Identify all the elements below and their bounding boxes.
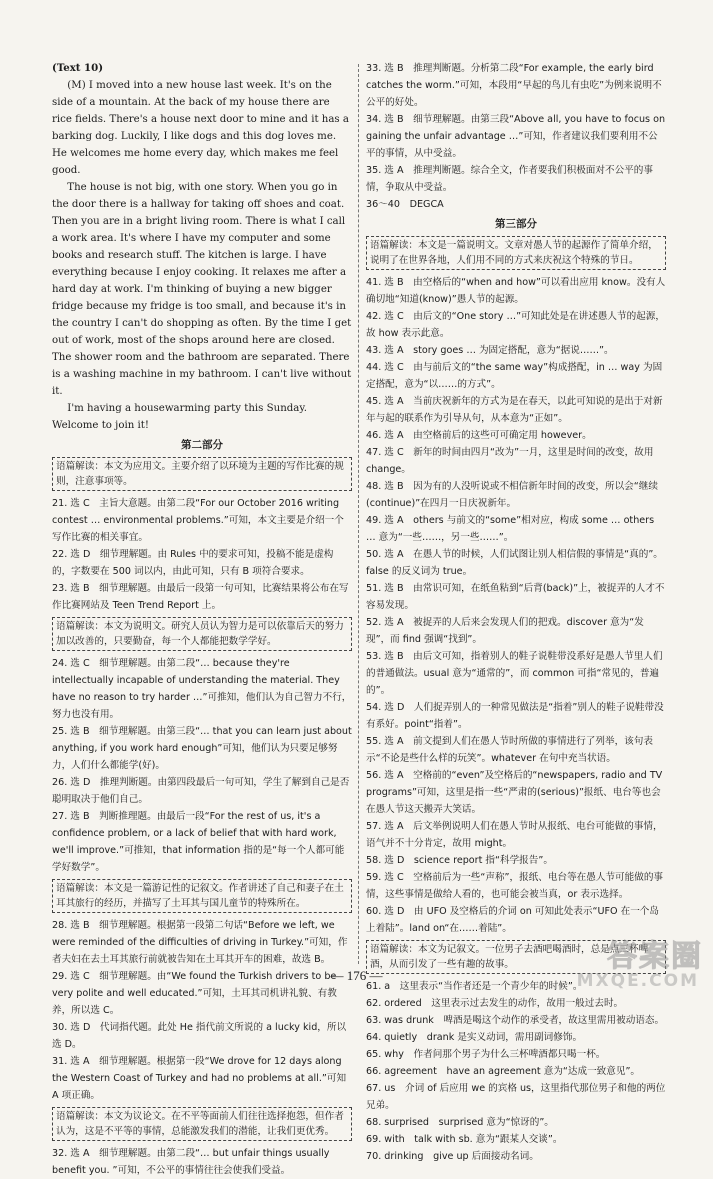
right-column (366, 60, 666, 1165)
answer-item: 35. 选 A 推理判断题。综合全文，作者要我们积极面对不公平的事情，争取从中受益。 (366, 165, 653, 193)
answer-item: 33. 选 B 推理判断题。分析第二段“For example, the early bird catches the worm.”可知，本段用“早起的鸟儿有虫吃”为例来说明不公平的好处。 (366, 63, 662, 108)
answer-item: 22. 选 D 细节理解题。由 Rules 中的要求可知，投稿不能是虚构的，字数要在 500 词以内，由此可知，只有 B 项符合要求。 (52, 549, 334, 577)
answer-item: 63. was drunk 啤酒是喝这个动作的承受者，故这里需用被动语态。 (366, 1015, 665, 1026)
text-title: (Text 10) (52, 62, 104, 74)
answer-item: 34. 选 B 细节理解题。由第三段“Above all, you have to focus on gaining the unfair advantage …”可知，作者建议我们要利用不公平的事情，从中受益。 (366, 114, 666, 159)
answer-item: 51. 选 B 由常识可知，在纸鱼粘到“后背(back)”上，被捉弄的人才不容易发现。 (366, 583, 665, 611)
answer-item: 56. 选 A 空格前的“even”及空格后的“newspapers, radio and TV programs”可知，这里是指一些“严肃的(serious)”报纸、电台等也会在愚人节这天搬弄大笑话。 (366, 770, 663, 815)
section-title-part-2: 第二部分 (181, 439, 223, 451)
answer-item: 28. 选 B 细节理解题。根据第一段第二句话“Before we left, we were reminded of the difficulties of driving in Turkey.”可知，作者夫妇在去土耳其旅行前就被告知在土耳其开车的困难，故选 B。 (52, 920, 348, 965)
answer-item: 48. 选 B 因为有的人没听说或不相信新年时间的改变，所以会“继续(continue)”在四月一日庆祝新年。 (366, 481, 658, 509)
answer-item: 66. agreement have an agreement 意为“达成一致意见”。 (366, 1066, 641, 1077)
answer-item: 50. 选 A 在愚人节的时候，人们试图让别人相信假的事情是“真的”。false 的反义词为 true。 (366, 549, 663, 577)
answer-item: 55. 选 A 前文提到人们在愚人节时所做的事情进行了列举，该句表示“不论是些什么样的玩笑”。whatever 在句中充当状语。 (366, 736, 653, 764)
answer-item: 49. 选 A others 与前文的“some”相对应，构成 some … others … 意为“一些……，另一些……”。 (366, 515, 655, 543)
watermark-logo-text: 答案圈 (607, 939, 703, 974)
answer-item: 62. ordered 这里表示过去发生的动作，故用一般过去时。 (366, 998, 624, 1009)
answer-item: 36～40 DEGCA (366, 199, 444, 210)
answer-item: 54. 选 D 人们捉弄别人的一种常见做法是“指着”别人的鞋子说鞋带没有系好。point“指着”。 (366, 702, 664, 730)
answer-item: 30. 选 D 代词指代题。此处 He 指代前文所说的 a lucky kid，所以选 D。 (52, 1022, 347, 1050)
answer-item: 67. us 介词 of 后应用 we 的宾格 us，这里指代那位男子和他的两位兄弟。 (366, 1083, 666, 1111)
left-column (52, 60, 352, 1179)
passage-paragraph-3: I'm having a housewarming party this Sunday. Welcome to join it! (52, 403, 307, 431)
answer-item: 47. 选 C 新年的时间由四月“改为”一月，这里是时间的改变，故用 change。 (366, 447, 654, 475)
answer-item: 58. 选 D science report 指“科学报告”。 (366, 855, 553, 866)
answer-item: 57. 选 A 后文举例说明人们在愚人节时从报纸、电台可能做的事情，语气并不十分肯定，故用 might。 (366, 821, 663, 849)
answer-item: 44. 选 C 由与前后文的“the same way”构成搭配，in … way 为固定搭配，意为“以……的方式”。 (366, 362, 663, 390)
answer-item: 23. 选 B 细节理解题。由最后一段第一句可知，比赛结果将公布在写作比赛网站及 Teen Trend Report 上。 (52, 583, 349, 611)
discourse-analysis-box: 语篇解读：本文是一篇说明文。文章对愚人节的起源作了简单介绍，说明了在世界各地，人们用不同的方式来庆祝这个特殊的节日。 (366, 236, 666, 270)
answer-item: 43. 选 A story goes … 为固定搭配，意为“据说……”。 (366, 345, 614, 356)
answer-item: 29. 选 C 细节理解题。由“We found the Turkish drivers to be very polite and well educated.”可知，土耳其司机讲礼貌、有教养，所以选 C。 (52, 971, 337, 1016)
answer-item: 45. 选 A 当前庆祝新年的方式为是在春天，以此可知说的是出于对新年与起的联系作为引导从句，从本意为“正如”。 (366, 396, 663, 424)
page-number: — 176 — (330, 968, 383, 983)
answer-item: 26. 选 D 推理判断题。由第四段最后一句可知，学生了解到自己是否聪明取决于他们自己。 (52, 777, 350, 805)
answer-item: 32. 选 A 细节理解题。由第二段“… but unfair things usually benefit you. ”可知，不公平的事情往往会使我们受益。 (52, 1148, 330, 1176)
passage-paragraph-2: The house is not big, with one story. When you go in the door there is a hallway for taking off shoes and coat. Then you are in a bright living room. There is what I call a work area. It's where I have my computer and some books and research stuff. The kitchen is large. I have everything because I enjoy cooking. It relaxes me after a hard day at work. I'm thinking of buying a new bigger fridge because my fridge is too small, and because it's in the country I can't do shopping as often. By the time I get out of work, most of the shops around here are closed. The shower room and the bathroom are separated. There is a washing machine in my bathroom. I can't live without it. (52, 182, 352, 397)
answer-item: 69. with talk with sb. 意为“跟某人交谈”。 (366, 1134, 563, 1145)
discourse-analysis-box: 语篇解读：本文为记叙文。一位男子去酒吧喝酒时，总是点三杯啤酒，从而引发了一些有趣的故事。 (366, 940, 666, 974)
section-title-part-3: 第三部分 (495, 218, 537, 230)
discourse-analysis-box: 语篇解读：本文为议论文。在不平等面前人们往往选择抱怨，但作者认为，这是不平等的事情，总能激发我们的潜能，让我们更优秀。 (52, 1107, 352, 1141)
column-divider (358, 64, 359, 964)
discourse-analysis-box: 语篇解读：本文为说明文。研究人员认为智力是可以依靠后天的努力加以改善的，只要勤奋，每一个人都能把数学学好。 (52, 617, 352, 651)
answer-item: 41. 选 B 由空格后的“when and how”可以看出应用 know。没有人确切地“知道(know)”愚人节的起源。 (366, 277, 666, 305)
answer-item: 25. 选 B 细节理解题。由第三段“… that you can learn just about anything, if you work hard enough”可知，他们认为只要足够努力，人们什么都能学(好)。 (52, 726, 352, 771)
answer-item: 59. 选 C 空格前后为一些“声称”，报纸、电台等在愚人节可能做的事情，这些事情是做给人看的，也可能会被当真，or 表示选择。 (366, 872, 664, 900)
answer-item: 31. 选 A 细节理解题。根据第一段“We drove for 12 days along the Western Coast of Turkey and had no problems at all.”可知 A 项正确。 (52, 1056, 347, 1101)
answer-item: 27. 选 B 判断推理题。由最后一段“For the rest of us, it's a confidence problem, or a lack of belief that with hard work, we'll improve.”可推知，that information 指的是“每一个人都可能学好数学”。 (52, 811, 345, 873)
site-watermark (571, 931, 703, 993)
passage-paragraph-1: (M) I moved into a new house last week. It's on the side of a mountain. At the back of my house there are rice fields. There's a house next door to mine and it has a barking dog. Luckily, I like dogs and this dog loves me. He welcomes me home every day, which makes me feel good. (52, 80, 349, 176)
watermark-url-text: MXQE.COM (576, 971, 699, 991)
discourse-analysis-box: 语篇解读：本文为应用文。主要介绍了以环境为主题的写作比赛的规则，注意事项等。 (52, 457, 352, 491)
answer-item: 61. a 这里表示“当作者还是一个青少年的时候”。 (366, 981, 583, 992)
answer-item: 24. 选 C 细节理解题。由第二段“… because they're intellectually incapable of understanding the material. They have no reason to try harder …”可推知，他们认为自己智力不行，努力也没有用。 (52, 658, 352, 720)
answer-item: 53. 选 B 由后文可知，指着别人的鞋子说鞋带没系好是愚人节里人们的普通做法。usual 意为“通常的”，而 common 可指“常见的，普遍的”。 (366, 651, 663, 696)
answer-item: 42. 选 C 由后文的“One story …”可知此处是在讲述愚人节的起源，故 how 表示此意。 (366, 311, 665, 339)
answer-item: 65. why 作者问那个男子为什么三杯啤酒都只喝一杯。 (366, 1049, 606, 1060)
answer-item: 21. 选 C 主旨大意题。由第二段“For our October 2016 writing contest … environmental problems.”可知，本文主要是介绍一个写作比赛的相关事宜。 (52, 498, 344, 543)
discourse-analysis-box: 语篇解读：本文是一篇游记性的记叙文。作者讲述了自己和妻子在土耳其旅行的经历，并描写了土耳其与国儿童节的特殊所在。 (52, 879, 352, 913)
answer-item: 68. surprised surprised 意为“惊讶的”。 (366, 1117, 554, 1128)
answer-item: 60. 选 D 由 UFO 及空格后的介词 on 可知此处表示“UFO 在一个岛上着陆”。land on“在……着陆”。 (366, 906, 659, 934)
answer-item: 52. 选 A 被捉弄的人后来会发现人们的把戏。discover 意为“发现”，而 find 强调“找到”。 (366, 617, 644, 645)
answer-item: 64. quietly drank 是实义动词，需用副词修饰。 (366, 1032, 583, 1043)
answer-item: 70. drinking give up 后面接动名词。 (366, 1151, 539, 1162)
answer-item: 46. 选 A 由空格前后的这些可可确定用 however。 (366, 430, 592, 441)
